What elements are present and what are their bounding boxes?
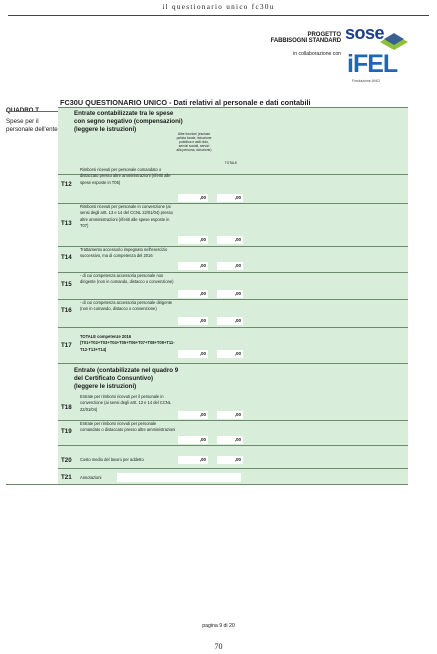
running-head: il questionario unico fc30u bbox=[162, 3, 275, 11]
t19-other-functions-field[interactable]: ,00 bbox=[178, 436, 208, 444]
row-label-t12: Rimborsi ricevuti per personale comandato o distaccato presso altre amministrazioni (riferiti alle spese esposte in T05) bbox=[80, 167, 171, 185]
t16-other-functions-field[interactable]: ,00 bbox=[178, 317, 208, 325]
t14-other-functions-field[interactable]: ,00 bbox=[178, 262, 208, 270]
column-header-other-functions: Altre funzioni (escluse polizia locale, istruzione pubblica e asili nido, servizi sociali, servizi alla persona, istruzione) bbox=[176, 132, 212, 152]
row-code-t19: T19 bbox=[61, 428, 72, 435]
row-divider bbox=[58, 468, 408, 469]
t13-other-functions-field[interactable]: ,00 bbox=[178, 236, 208, 244]
ifel-subtitle: Fondazione ANCI bbox=[352, 79, 381, 83]
t18-total-field[interactable]: ,00 bbox=[217, 411, 243, 419]
page-counter: pagina 9 di 20 bbox=[202, 623, 235, 629]
row-code-t15: T15 bbox=[61, 281, 72, 288]
t17-total-field[interactable]: ,00 bbox=[217, 350, 243, 358]
t20-total-field[interactable]: ,00 bbox=[217, 456, 243, 464]
section2-heading-line3: (leggere le istruzioni) bbox=[74, 383, 137, 391]
sose-logo: sose bbox=[345, 23, 385, 43]
form-title: FC30U QUESTIONARIO UNICO - Dati relativi al personale e dati contabili bbox=[60, 98, 311, 107]
t19-total-field[interactable]: ,00 bbox=[217, 436, 243, 444]
project-line: PROGETTO bbox=[307, 32, 341, 38]
t20-other-functions-field[interactable]: ,00 bbox=[178, 456, 208, 464]
t15-other-functions-field[interactable]: ,00 bbox=[178, 290, 208, 298]
t14-total-field[interactable]: ,00 bbox=[217, 262, 243, 270]
sose-logo-mark-icon bbox=[378, 30, 410, 50]
section2-heading-line2: del Certificato Consuntivo) bbox=[74, 375, 154, 383]
row-label-t14: Trattamento accessorio impegnato nell'esercizio successivo, ma di competenza del 2016 bbox=[80, 247, 168, 259]
t13-total-field[interactable]: ,00 bbox=[217, 236, 243, 244]
section1-heading-line1: Entrate contabilizzate tra le spese bbox=[74, 110, 174, 117]
t18-other-functions-field[interactable]: ,00 bbox=[178, 411, 208, 419]
collaboration-line: in collaborazione con bbox=[293, 50, 341, 57]
row-label-t13: Rimborsi ricevuti per personale in convenzione (ai sensi degli artt. 13 e 14 del CCNL 22/01/04) presso altre amministrazioni (riferiti alle spese esposte in T07) bbox=[80, 204, 173, 229]
project-label bbox=[271, 32, 341, 57]
panel-top-rule bbox=[58, 107, 408, 108]
row-code-t20: T20 bbox=[61, 457, 72, 464]
row-code-t17: T17 bbox=[61, 342, 72, 349]
t12-other-functions-field[interactable]: ,00 bbox=[178, 194, 208, 202]
form-bottom-rule bbox=[6, 484, 408, 485]
section1-heading-line3: (leggere le istruzioni) bbox=[74, 126, 137, 134]
row-code-t18: T18 bbox=[61, 404, 72, 411]
row-label-t18: Entrate per rimborsi ricevuti per il personale in convenzione (ai sensi degli artt. 13 e 14 del CCNL 22/01/04) bbox=[80, 394, 171, 412]
row-code-t13: T13 bbox=[61, 220, 72, 227]
row-code-t16: T16 bbox=[61, 307, 72, 314]
row-label-t15: - di cui competenza accessoria personale non dirigente (non in comando, distacco o convenzione) bbox=[80, 273, 174, 285]
section2-heading bbox=[74, 367, 178, 392]
row-divider bbox=[58, 327, 408, 328]
section1-heading bbox=[74, 110, 183, 135]
t16-total-field[interactable]: ,00 bbox=[217, 317, 243, 325]
header-rule bbox=[8, 15, 429, 16]
row-label-t19: Entrate per rimborsi ricevuti per personale comandato o distaccato presso altre amministrazioni bbox=[80, 421, 176, 433]
section2-heading-line1: Entrate (contabilizzate nel quadro 9 bbox=[74, 367, 179, 374]
annotations-field[interactable] bbox=[117, 473, 241, 482]
t12-total-field[interactable]: ,00 bbox=[217, 194, 243, 202]
ifel-logo: iFEL bbox=[347, 50, 398, 78]
row-label-t21: Annotazioni bbox=[80, 475, 102, 480]
row-divider bbox=[58, 445, 408, 446]
row-label-t17: TOTALE competenze 2016 (T01+T02+T03+T04+T05+T06+T07+T08+T09+T11-T12-T13+T14) bbox=[80, 334, 175, 352]
fabbisogni-line: FABBISOGNI STANDARD bbox=[270, 38, 341, 45]
page-number: 70 bbox=[214, 642, 223, 651]
t17-other-functions-field[interactable]: ,00 bbox=[178, 350, 208, 358]
row-label-t20: Costo medio del lavoro per addetto bbox=[80, 457, 144, 462]
row-code-t14: T14 bbox=[61, 254, 72, 261]
section2-rule bbox=[58, 363, 408, 364]
t15-total-field[interactable]: ,00 bbox=[217, 290, 243, 298]
quadro-rule bbox=[6, 111, 58, 112]
row-code-t12: T12 bbox=[61, 181, 72, 188]
column-header-total: TOTALE bbox=[224, 161, 238, 165]
section1-heading-line2: con segno negativo (compensazioni) bbox=[74, 118, 183, 126]
row-label-t16: - di cui competenza accessoria personale dirigente (non in comando, distacco o convenzione) bbox=[80, 300, 173, 312]
row-code-t21: T21 bbox=[61, 474, 72, 481]
quadro-description: Spese per il personale dell'ente bbox=[6, 117, 58, 133]
